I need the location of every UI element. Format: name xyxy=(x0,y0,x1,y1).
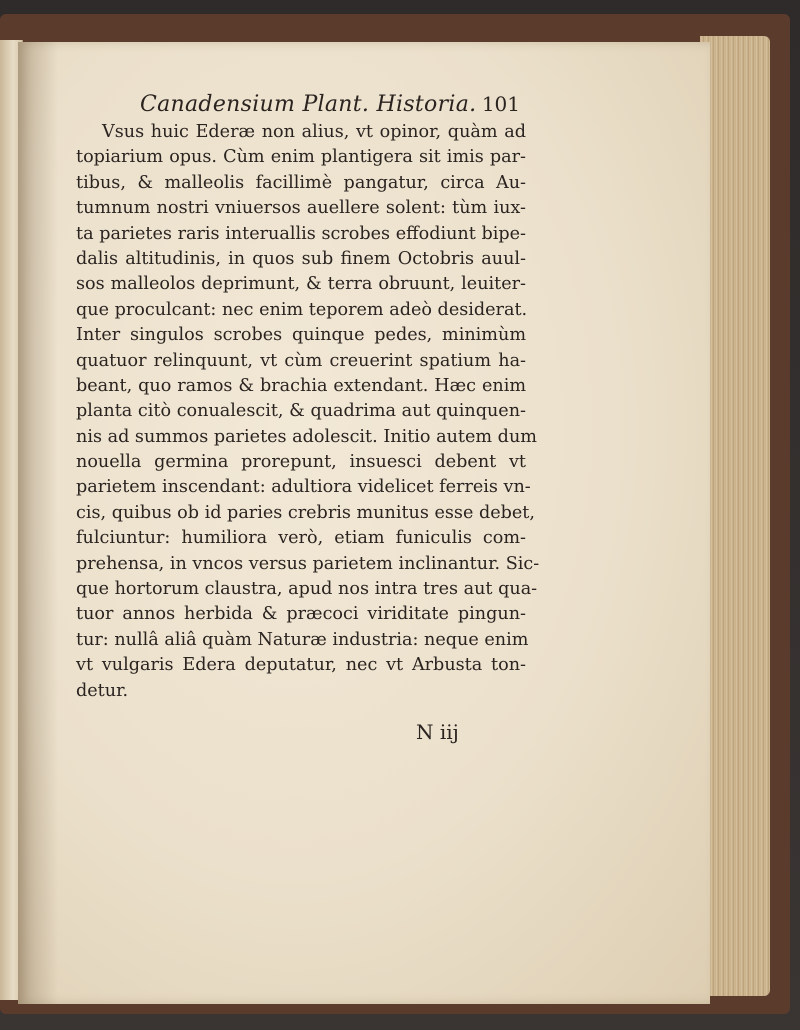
page-header xyxy=(140,92,520,122)
text-line: que hortorum claustra, apud nos intra tres aut qua- xyxy=(76,579,538,600)
text-line: sos malleolos deprimunt, & terra obruunt, leuiter- xyxy=(76,274,526,295)
text-line: ta parietes raris interuallis scrobes effodiunt bipe- xyxy=(76,223,526,244)
body-text xyxy=(76,120,540,704)
text-line: Inter singulos scrobes quinque pedes, minimùm xyxy=(76,325,526,346)
text-line: nis ad summos parietes adolescit. Initio autem dum xyxy=(76,426,537,447)
text-line: quatuor relinquunt, vt cùm creuerint spatium ha- xyxy=(76,350,526,371)
running-title: Canadensium Plant. Historia. xyxy=(140,92,477,117)
signature-mark: N iij xyxy=(416,720,459,744)
text-line: parietem inscendant: adultiora videlicet ferreis vn- xyxy=(76,477,531,498)
text-line: nouella germina prorepunt, insuesci debent vt xyxy=(76,452,526,473)
text-line: tumnum nostri vniuersos auellere solent: tùm iux- xyxy=(76,198,526,219)
text-line: cis, quibus ob id paries crebris munitus esse debet, xyxy=(76,502,535,523)
text-line: planta citò conualescit, & quadrima aut quinquen- xyxy=(76,401,526,422)
text-line: topiarium opus. Cùm enim plantigera sit imis par- xyxy=(76,147,526,168)
text-line: tur: nullâ aliâ quàm Naturæ industria: neque enim xyxy=(76,629,529,650)
text-line: Vsus huic Ederæ non alius, vt opinor, quàm ad xyxy=(102,122,526,142)
text-line: beant, quo ramos & brachia extendant. Hæc enim xyxy=(76,375,526,396)
text-line: dalis altitudinis, in quos sub finem Octobris auul- xyxy=(76,248,526,269)
page-number: 101 xyxy=(481,92,520,116)
text-line: tuor annos herbida & præcoci viriditate pingun- xyxy=(76,604,526,625)
text-line: detur. xyxy=(76,680,129,701)
text-line: vt vulgaris Edera deputatur, nec vt Arbusta ton- xyxy=(76,655,526,676)
text-line: que proculcant: nec enim teporem adeò desiderat. xyxy=(76,299,528,320)
gutter-shadow xyxy=(18,42,58,1004)
text-line: prehensa, in vncos versus parietem inclinantur. Sic- xyxy=(76,553,540,574)
text-line: tibus, & malleolis facillimè pangatur, circa Au- xyxy=(76,172,526,193)
text-line: fulciuntur: humiliora verò, etiam funiculis com- xyxy=(76,528,526,549)
page-stack-edge xyxy=(700,36,770,996)
